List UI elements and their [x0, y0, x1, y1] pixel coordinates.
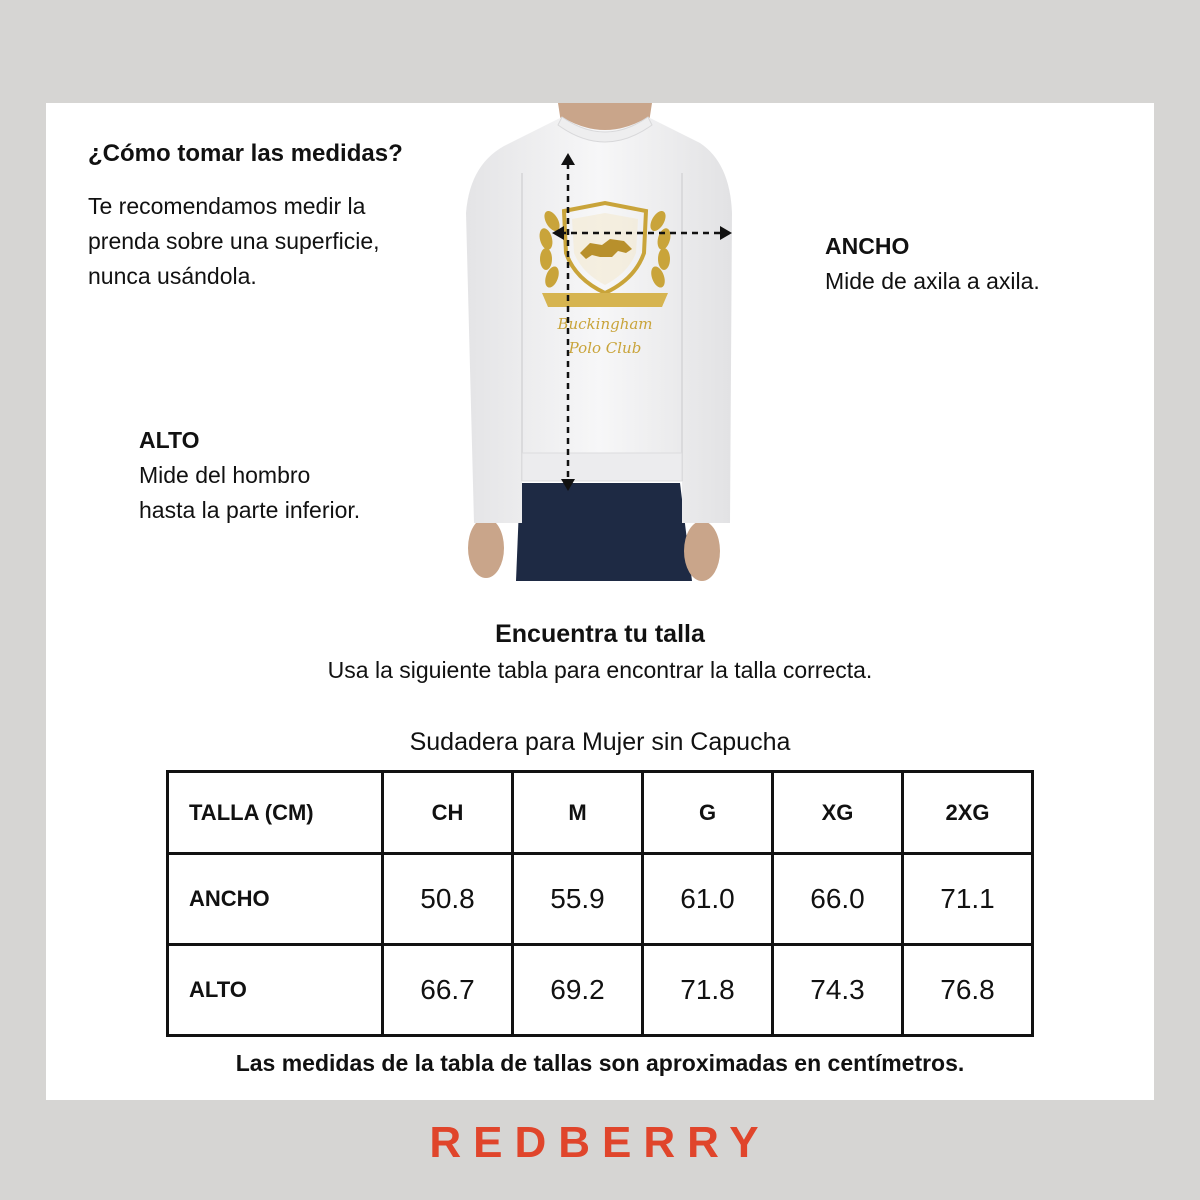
- table-cell: 66.7: [383, 945, 513, 1036]
- table-row: [168, 945, 1033, 1036]
- header-cell: 2XG: [903, 772, 1033, 854]
- ancho-description: Mide de axila a axila.: [825, 268, 1040, 294]
- alto-line: Mide del hombro: [139, 462, 311, 488]
- table-cell: 69.2: [513, 945, 643, 1036]
- find-size-title: Encuentra tu talla: [495, 620, 705, 648]
- table-cell: 66.0: [773, 854, 903, 945]
- table-cell: 61.0: [643, 854, 773, 945]
- table-cell: 50.8: [383, 854, 513, 945]
- size-table: [166, 770, 1034, 1037]
- howto-line: Te recomendamos medir la: [88, 193, 366, 219]
- table-cell: 74.3: [773, 945, 903, 1036]
- alto-label: ALTO: [139, 427, 200, 453]
- howto-title: ¿Cómo tomar las medidas?: [88, 140, 403, 167]
- table-cell: 76.8: [903, 945, 1033, 1036]
- footnote: Las medidas de la tabla de tallas son aproximadas en centímetros.: [235, 1050, 965, 1076]
- header-cell: TALLA (CM): [168, 772, 383, 854]
- table-header-row: [168, 772, 1033, 854]
- table-cell: 55.9: [513, 854, 643, 945]
- howto-text: [88, 189, 380, 294]
- header-cell: CH: [383, 772, 513, 854]
- alto-line: hasta la parte inferior.: [139, 497, 361, 523]
- alto-description: [139, 458, 360, 528]
- table-cell: 71.1: [903, 854, 1033, 945]
- brand-logo: REDBERRY: [429, 1118, 771, 1167]
- logo-line-2: Polo Club: [568, 339, 642, 357]
- table-row: [168, 854, 1033, 945]
- header-cell: M: [513, 772, 643, 854]
- header-cell: G: [643, 772, 773, 854]
- howto-line: nunca usándola.: [88, 263, 257, 289]
- header-cell: XG: [773, 772, 903, 854]
- find-size-subtitle: Usa la siguiente tabla para encontrar la talla correcta.: [327, 657, 873, 683]
- row-label: ALTO: [168, 945, 383, 1036]
- table-cell: 71.8: [643, 945, 773, 1036]
- table-caption: Sudadera para Mujer sin Capucha: [409, 728, 791, 756]
- size-guide-card: [46, 103, 1154, 1100]
- ancho-label: ANCHO: [825, 233, 910, 259]
- howto-line: prenda sobre una superficie,: [88, 228, 380, 254]
- row-label: ANCHO: [168, 854, 383, 945]
- logo-line-1: Buckingham: [557, 315, 653, 333]
- model-sweatshirt-image: [430, 103, 760, 581]
